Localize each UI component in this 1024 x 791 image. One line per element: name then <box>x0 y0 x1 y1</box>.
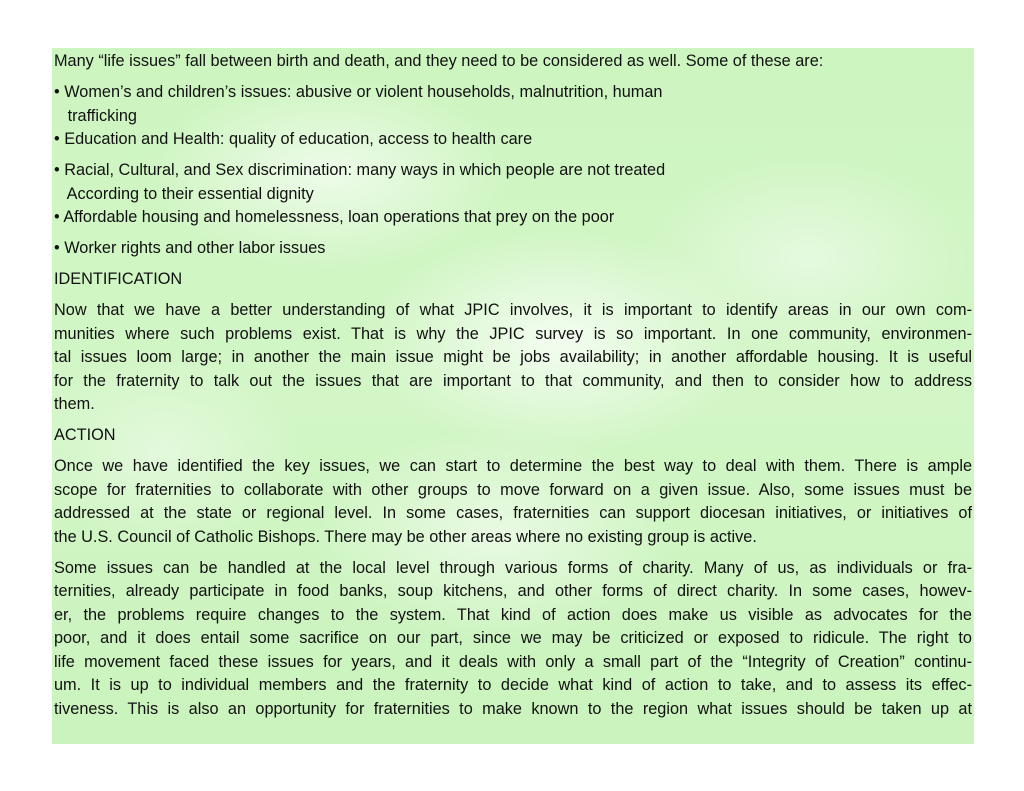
paragraph-line: tal issues loom large; in another the main issue might be jobs availability; in another affordable housing. It is useful <box>54 348 972 366</box>
action-paragraph-1 <box>54 455 972 549</box>
paragraph-line: poor, and it does entail some sacrifice on our part, since we may be criticized or exposed to ridicule. The right to <box>54 629 972 647</box>
paragraph-line: Now that we have a better understanding of what JPIC involves, it is important to identify areas in our own com- <box>54 301 972 319</box>
paragraph-line: um. It is up to individual members and the fraternity to decide what kind of action to take, and to assess its effec- <box>54 676 972 694</box>
paragraph-line: addressed at the state or regional level. In some cases, fraternities can support diocesan initiatives, or initiatives of <box>54 504 972 522</box>
heading-identification: IDENTIFICATION <box>54 270 183 288</box>
paragraph-line: Some issues can be handled at the local level through various forms of charity. Many of us, as individuals or fra- <box>54 558 972 577</box>
bullet-discrimination: • Racial, Cultural, and Sex discrimination: many ways in which people are not treated <box>54 161 666 179</box>
bullet-womens-children-cont: trafficking <box>54 106 137 125</box>
paragraph-line: ternities, already participate in food banks, soup kitchens, and other forms of direct charity. In some cases, howev- <box>54 582 972 600</box>
paragraph-line: scope for fraternities to collaborate with other groups to move forward on a given issue. Also, some issues must be <box>54 480 972 499</box>
bullet-discrimination-cont: According to their essential dignity <box>54 184 314 203</box>
paragraph-line: tiveness. This is also an opportunity for fraternities to make known to the region what issues should be taken up at <box>54 699 972 718</box>
paragraph-line: life movement faced these issues for years, and it deals with only a small part of the “Integrity of Creation” continu- <box>54 652 972 671</box>
heading-action: ACTION <box>54 426 116 444</box>
paragraph-line: munities where such problems exist. That is why the JPIC survey is so important. In one community, environmen- <box>54 324 972 343</box>
paragraph-line: them. <box>54 395 95 413</box>
document-panel <box>52 48 974 744</box>
identification-paragraph <box>54 299 972 417</box>
bullet-worker-rights: • Worker rights and other labor issues <box>54 239 326 257</box>
paragraph-line: er, the problems require changes to the system. That kind of action does make us visible as advocates for the <box>54 605 972 624</box>
bullet-housing: • Affordable housing and homelessness, loan operations that prey on the poor <box>54 208 615 226</box>
bullet-education-health: • Education and Health: quality of education, access to health care <box>54 130 533 148</box>
action-paragraph-2 <box>54 557 972 722</box>
intro-text: Many “life issues” fall between birth and death, and they need to be considered as well. Some of these are: <box>54 52 824 70</box>
document-body <box>54 50 972 721</box>
bullet-womens-children: • Women’s and children’s issues: abusive or violent households, malnutrition, human <box>54 83 663 101</box>
paragraph-line: for the fraternity to talk out the issues that are important to that community, and then to consider how to address <box>54 371 972 390</box>
paragraph-line: the U.S. Council of Catholic Bishops. There may be other areas where no existing group is active. <box>54 527 757 546</box>
paragraph-line: Once we have identified the key issues, we can start to determine the best way to deal with them. There is ample <box>54 457 972 475</box>
